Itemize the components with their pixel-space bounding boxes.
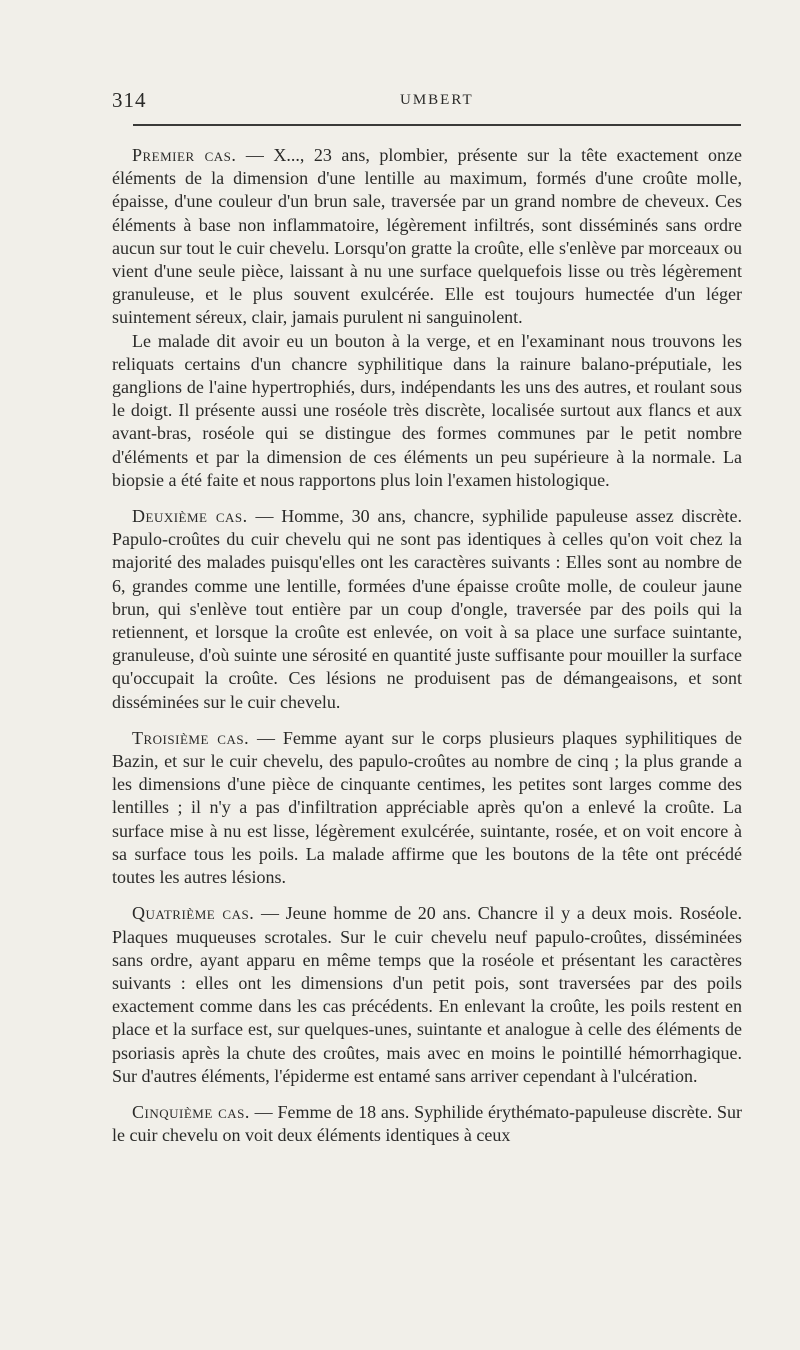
paragraph-text: — Femme ayant sur le corps plusieurs plaques syphilitiques de Bazin, et sur le cuir chevelu, des papulo-croûtes au nombre de cinq ; la plus grande a les dimensions d'une pièce de cinquante centimes, les petites sont larges comme des lentilles ; il n'y a pas d'infiltration appréciable après qu'on a enlevé la croûte. La surface mise à nu est lisse, légèrement exulcérée, suintante, rosée, et on voit encore à sa surface tous les poils. La malade affirme que les boutons de la tête ont précédé toutes les autres lésions. xyxy=(112,727,742,888)
paragraph-text: — Homme, 30 ans, chancre, syphilide papuleuse assez discrète. Papulo-croûtes du cuir chevelu qui ne sont pas identiques à celles qu'on voit chez la majorité des malades puisqu'elles ont les caractères suivants : Elles sont au nombre de 6, grandes comme une lentille, formées d'une épaisse croûte molle, de couleur jaune brun, qui s'enlève tout entière par un coup d'ongle, traversée par des poils qui la retiennent, et lorsque la croûte est enlevée, on voit à sa place une surface suintante, granuleuse, d'où suinte une sérosité en quantité juste suffisante pour mouiller la surface qu'occupait la croûte. Ces lésions ne produisent pas de démangeaisons, et sont disséminées sur le cuir chevelu. xyxy=(112,506,743,712)
paragraph-case-1-continued xyxy=(112,330,742,492)
paragraph-text: — X..., 23 ans, plombier, présente sur la tête exactement onze éléments de la dimension d'une lentille au maximum, formés d'une croûte molle, épaisse, d'une couleur d'un brun sale, traversée par un grand nombre de cheveux. Ces éléments à base non inflammatoire, légèrement infiltrés, sont disséminés sans ordre aucun sur tout le cuir chevelu. Lorsqu'on gratte la croûte, elle s'enlève par morceaux ou vient d'une seule pièce, laissant à nu une surface quelquefois lisse ou très légèrement granuleuse, et le plus souvent exulcérée. Elle est toujours humectée d'un léger suintement séreux, clair, jamais purulent ni sanguinolent. xyxy=(112,145,743,328)
case-label: Cinquième cas. xyxy=(132,1101,250,1122)
header-rule xyxy=(133,124,741,126)
running-title: UMBERT xyxy=(400,92,474,108)
case-label: Quatrième cas. xyxy=(132,903,255,924)
paragraph-case-4 xyxy=(112,902,742,1088)
case-label: Premier cas. xyxy=(132,145,237,165)
case-label: Troisième cas. xyxy=(132,727,250,748)
case-label: Deuxième cas. xyxy=(132,506,248,527)
paragraph-text: — Femme de 18 ans. Syphilide érythémato-papuleuse discrète. Sur le cuir chevelu on voit deux éléments identiques à ceux xyxy=(112,1101,743,1146)
paragraph-text: Le malade dit avoir eu un bouton à la verge, et en l'examinant nous trouvons les reliquats certains d'un chancre syphilitique dans la rainure balano-préputiale, les ganglions de l'aine hypertrophiés, durs, indépendants les uns des autres, et roulant sous le doigt. Il présente aussi une roséole très discrète, localisée surtout aux flancs et aux avant-bras, roséole qui se distingue des formes communes par le petit nombre d'éléments et par la dimension de ces éléments un peu supérieure à la normale. La biopsie a été faite et nous rapportons plus loin l'examen histologique. xyxy=(112,330,742,490)
paragraph-case-3 xyxy=(112,727,742,889)
page-header xyxy=(110,88,742,118)
paragraph-case-2 xyxy=(112,505,742,714)
paragraph-case-1 xyxy=(112,144,742,330)
body-text xyxy=(112,144,742,1147)
page-number: 314 xyxy=(112,88,147,112)
paragraph-case-5 xyxy=(112,1101,742,1147)
paragraph-text: — Jeune homme de 20 ans. Chancre il y a deux mois. Roséole. Plaques muqueuses scrotales. Sur le cuir chevelu neuf papulo-croûtes, disséminées sans ordre, ayant apparu en même temps que la roséole et présentant les caractères suivants : elles ont les dimensions d'un petit pois, sont traversées par des poils exactement comme dans les cas précédents. En enlevant la croûte, les poils restent en place et la surface est, sur quelques-unes, suintante et analogue à celle des éléments de psoriasis après la chute des croûtes, mais avec en moins le pointillé hémorrhagique. Sur d'autres éléments, l'épiderme est entamé sans arriver cependant à l'ulcération. xyxy=(112,903,742,1086)
